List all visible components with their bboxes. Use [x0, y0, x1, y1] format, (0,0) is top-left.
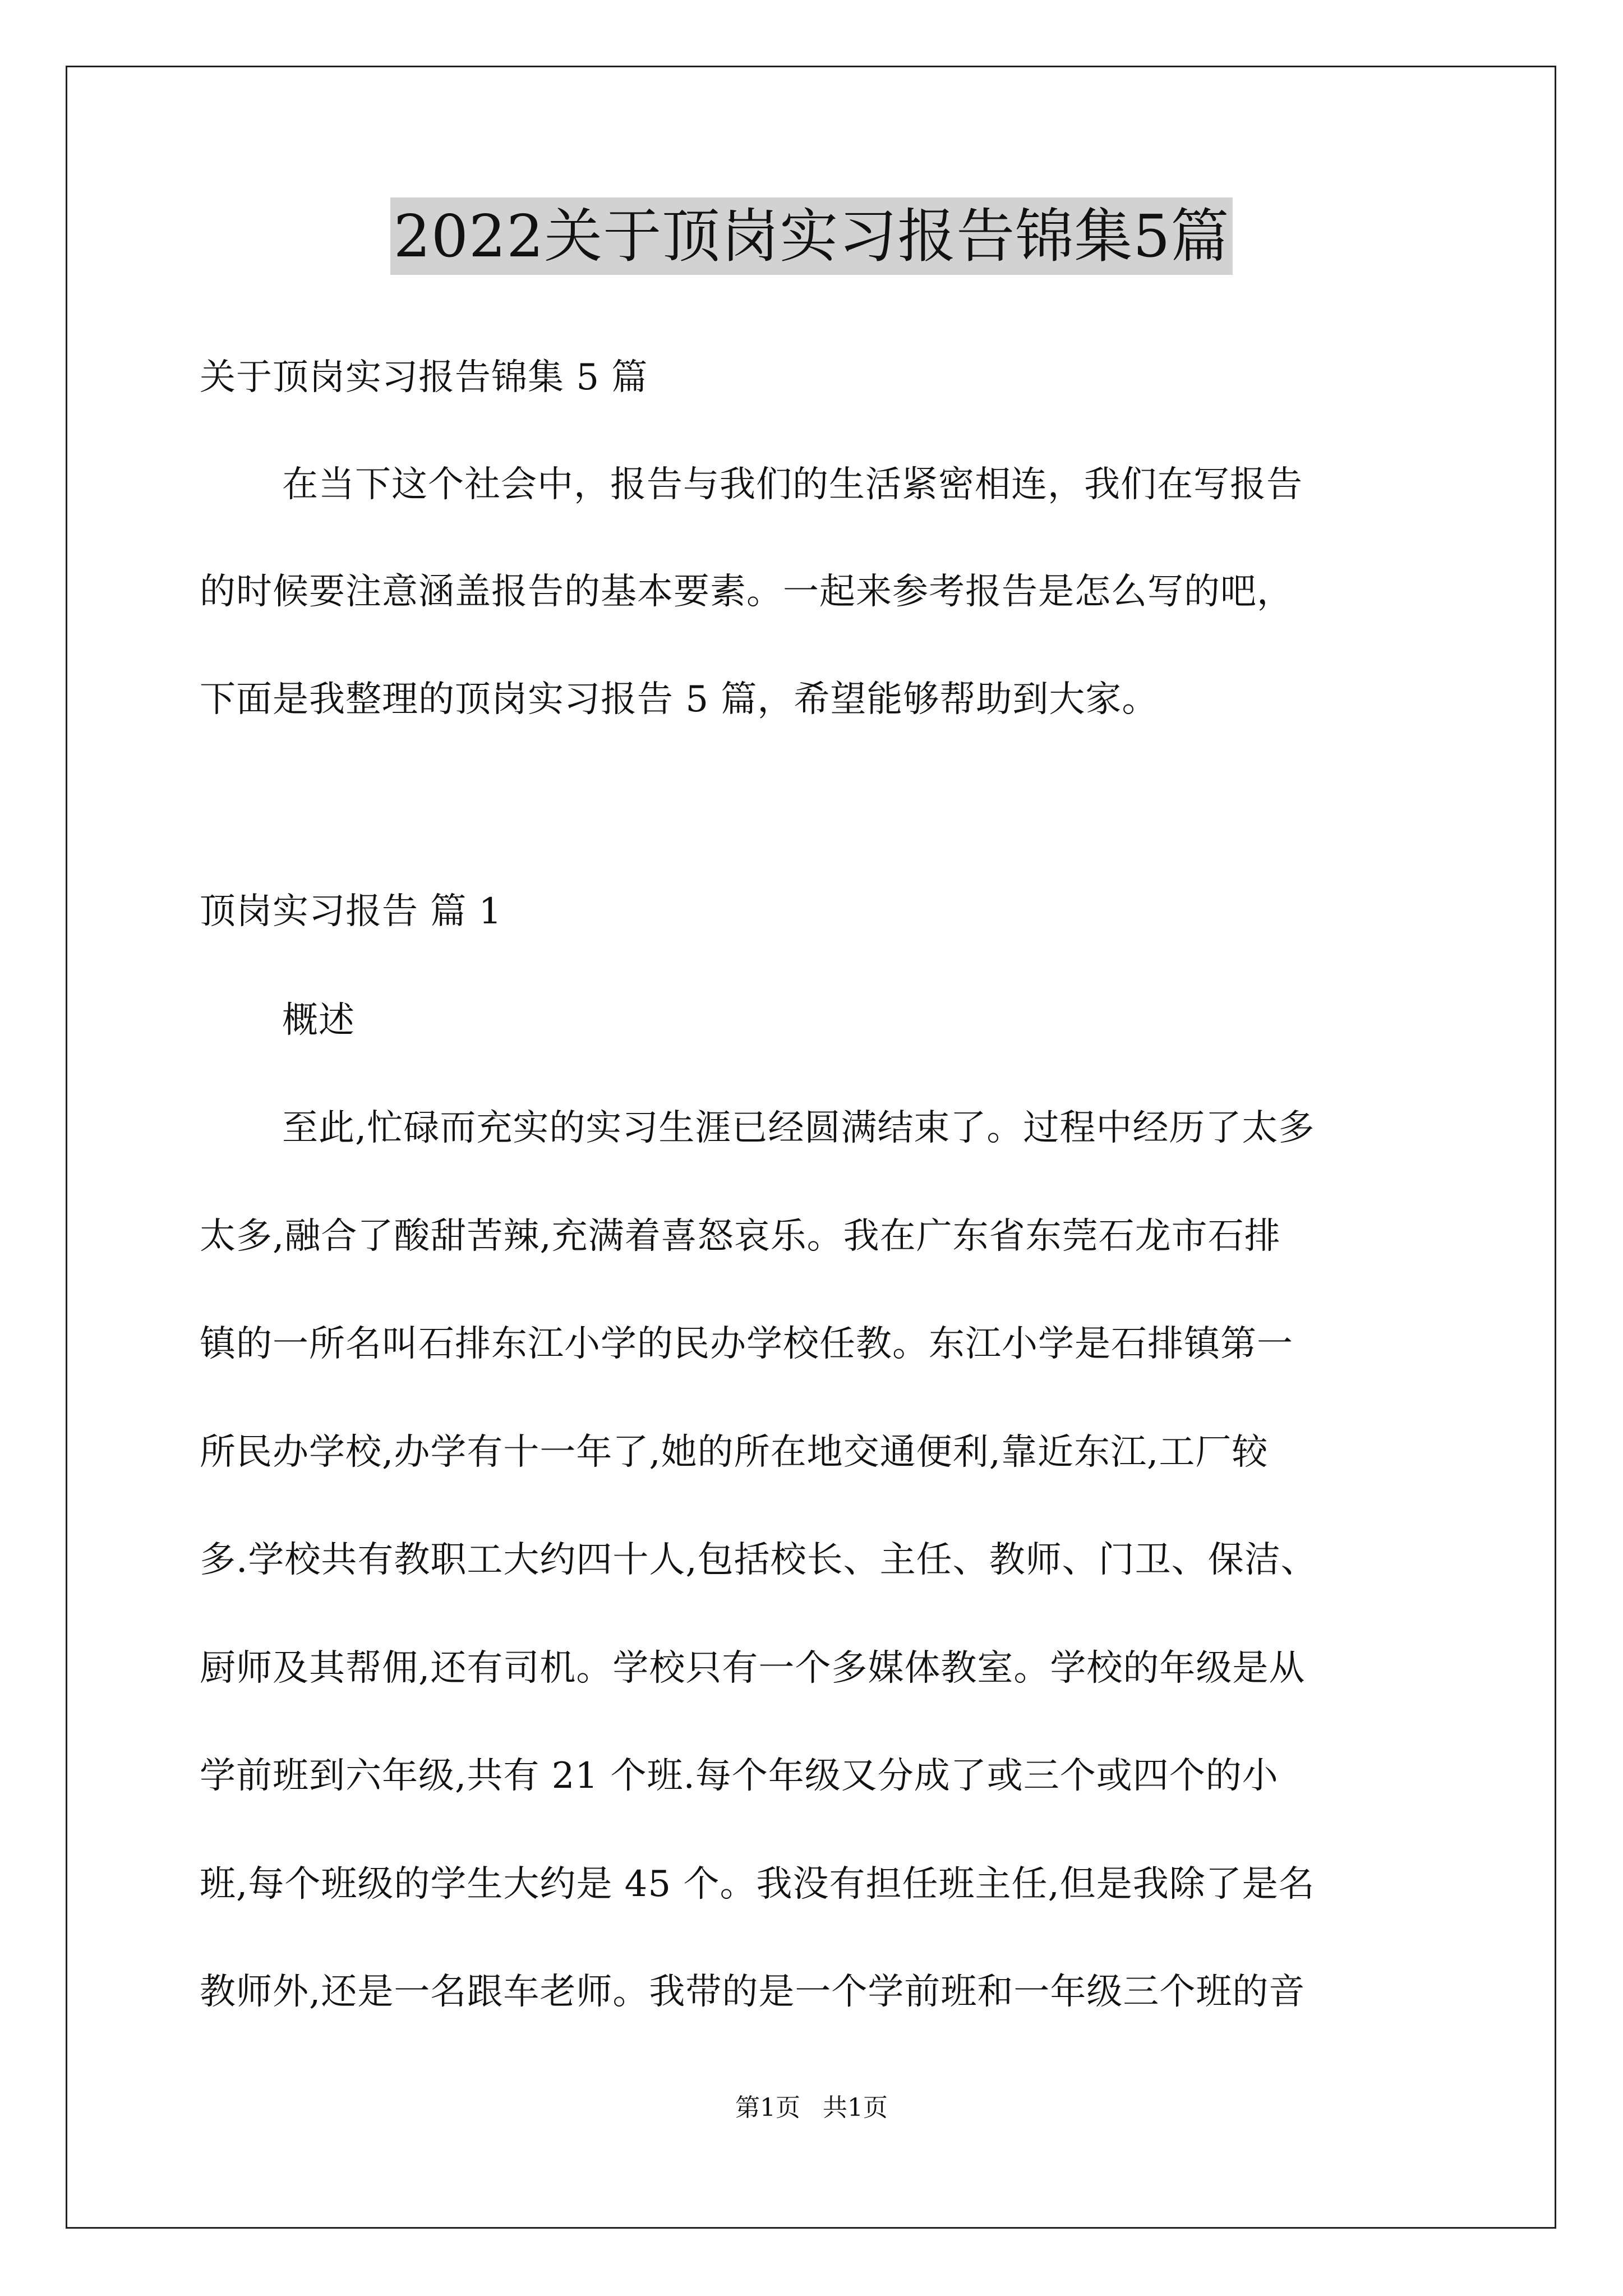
- body-line: 至此,忙碌而充实的实习生涯已经圆满结束了。过程中经历了太多: [282, 1107, 1315, 1149]
- body-line: 所民办学校,办学有十一年了,她的所在地交通便利,靠近东江,工厂较: [200, 1432, 1269, 1473]
- page-footer: [0, 2092, 1623, 2124]
- intro-line: 下面是我整理的顶岗实习报告 5 篇，希望能够帮助到大家。: [200, 679, 1159, 720]
- document-title-text: 2022关于顶岗实习报告锦集5篇: [390, 197, 1233, 275]
- page-total: 共1页: [823, 2093, 888, 2122]
- section-heading: 顶岗实习报告 篇 1: [200, 891, 502, 932]
- overview-label: 概述: [282, 1000, 355, 1041]
- body-line: 镇的一所名叫石排东江小学的民办学校任教。东江小学是石排镇第一: [200, 1323, 1293, 1365]
- body-line: 班,每个班级的学生大约是 45 个。我没有担任班主任,但是我除了是名: [200, 1864, 1315, 1905]
- body-line: 厨师及其帮佣,还有司机。学校只有一个多媒体教室。学校的年级是从: [200, 1648, 1306, 1689]
- page-number: 第1页: [735, 2093, 800, 2122]
- intro-line: 的时候要注意涵盖报告的基本要素。一起来参考报告是怎么写的吧，: [200, 571, 1293, 613]
- document-subtitle: 关于顶岗实习报告锦集 5 篇: [200, 357, 648, 398]
- body-line: 学前班到六年级,共有 21 个班.每个年级又分成了或三个或四个的小: [200, 1755, 1279, 1797]
- body-line: 教师外,还是一名跟车老师。我带的是一个学前班和一年级三个班的音: [200, 1971, 1306, 2013]
- document-title: [0, 197, 1623, 275]
- body-line: 太多,融合了酸甜苦辣,充满着喜怒哀乐。我在广东省东莞石龙市石排: [200, 1216, 1281, 1257]
- body-line: 多.学校共有教职工大约四十人,包括校长、主任、教师、门卫、保洁、: [200, 1539, 1317, 1581]
- intro-line: 在当下这个社会中，报告与我们的生活紧密相连，我们在写报告: [282, 464, 1303, 505]
